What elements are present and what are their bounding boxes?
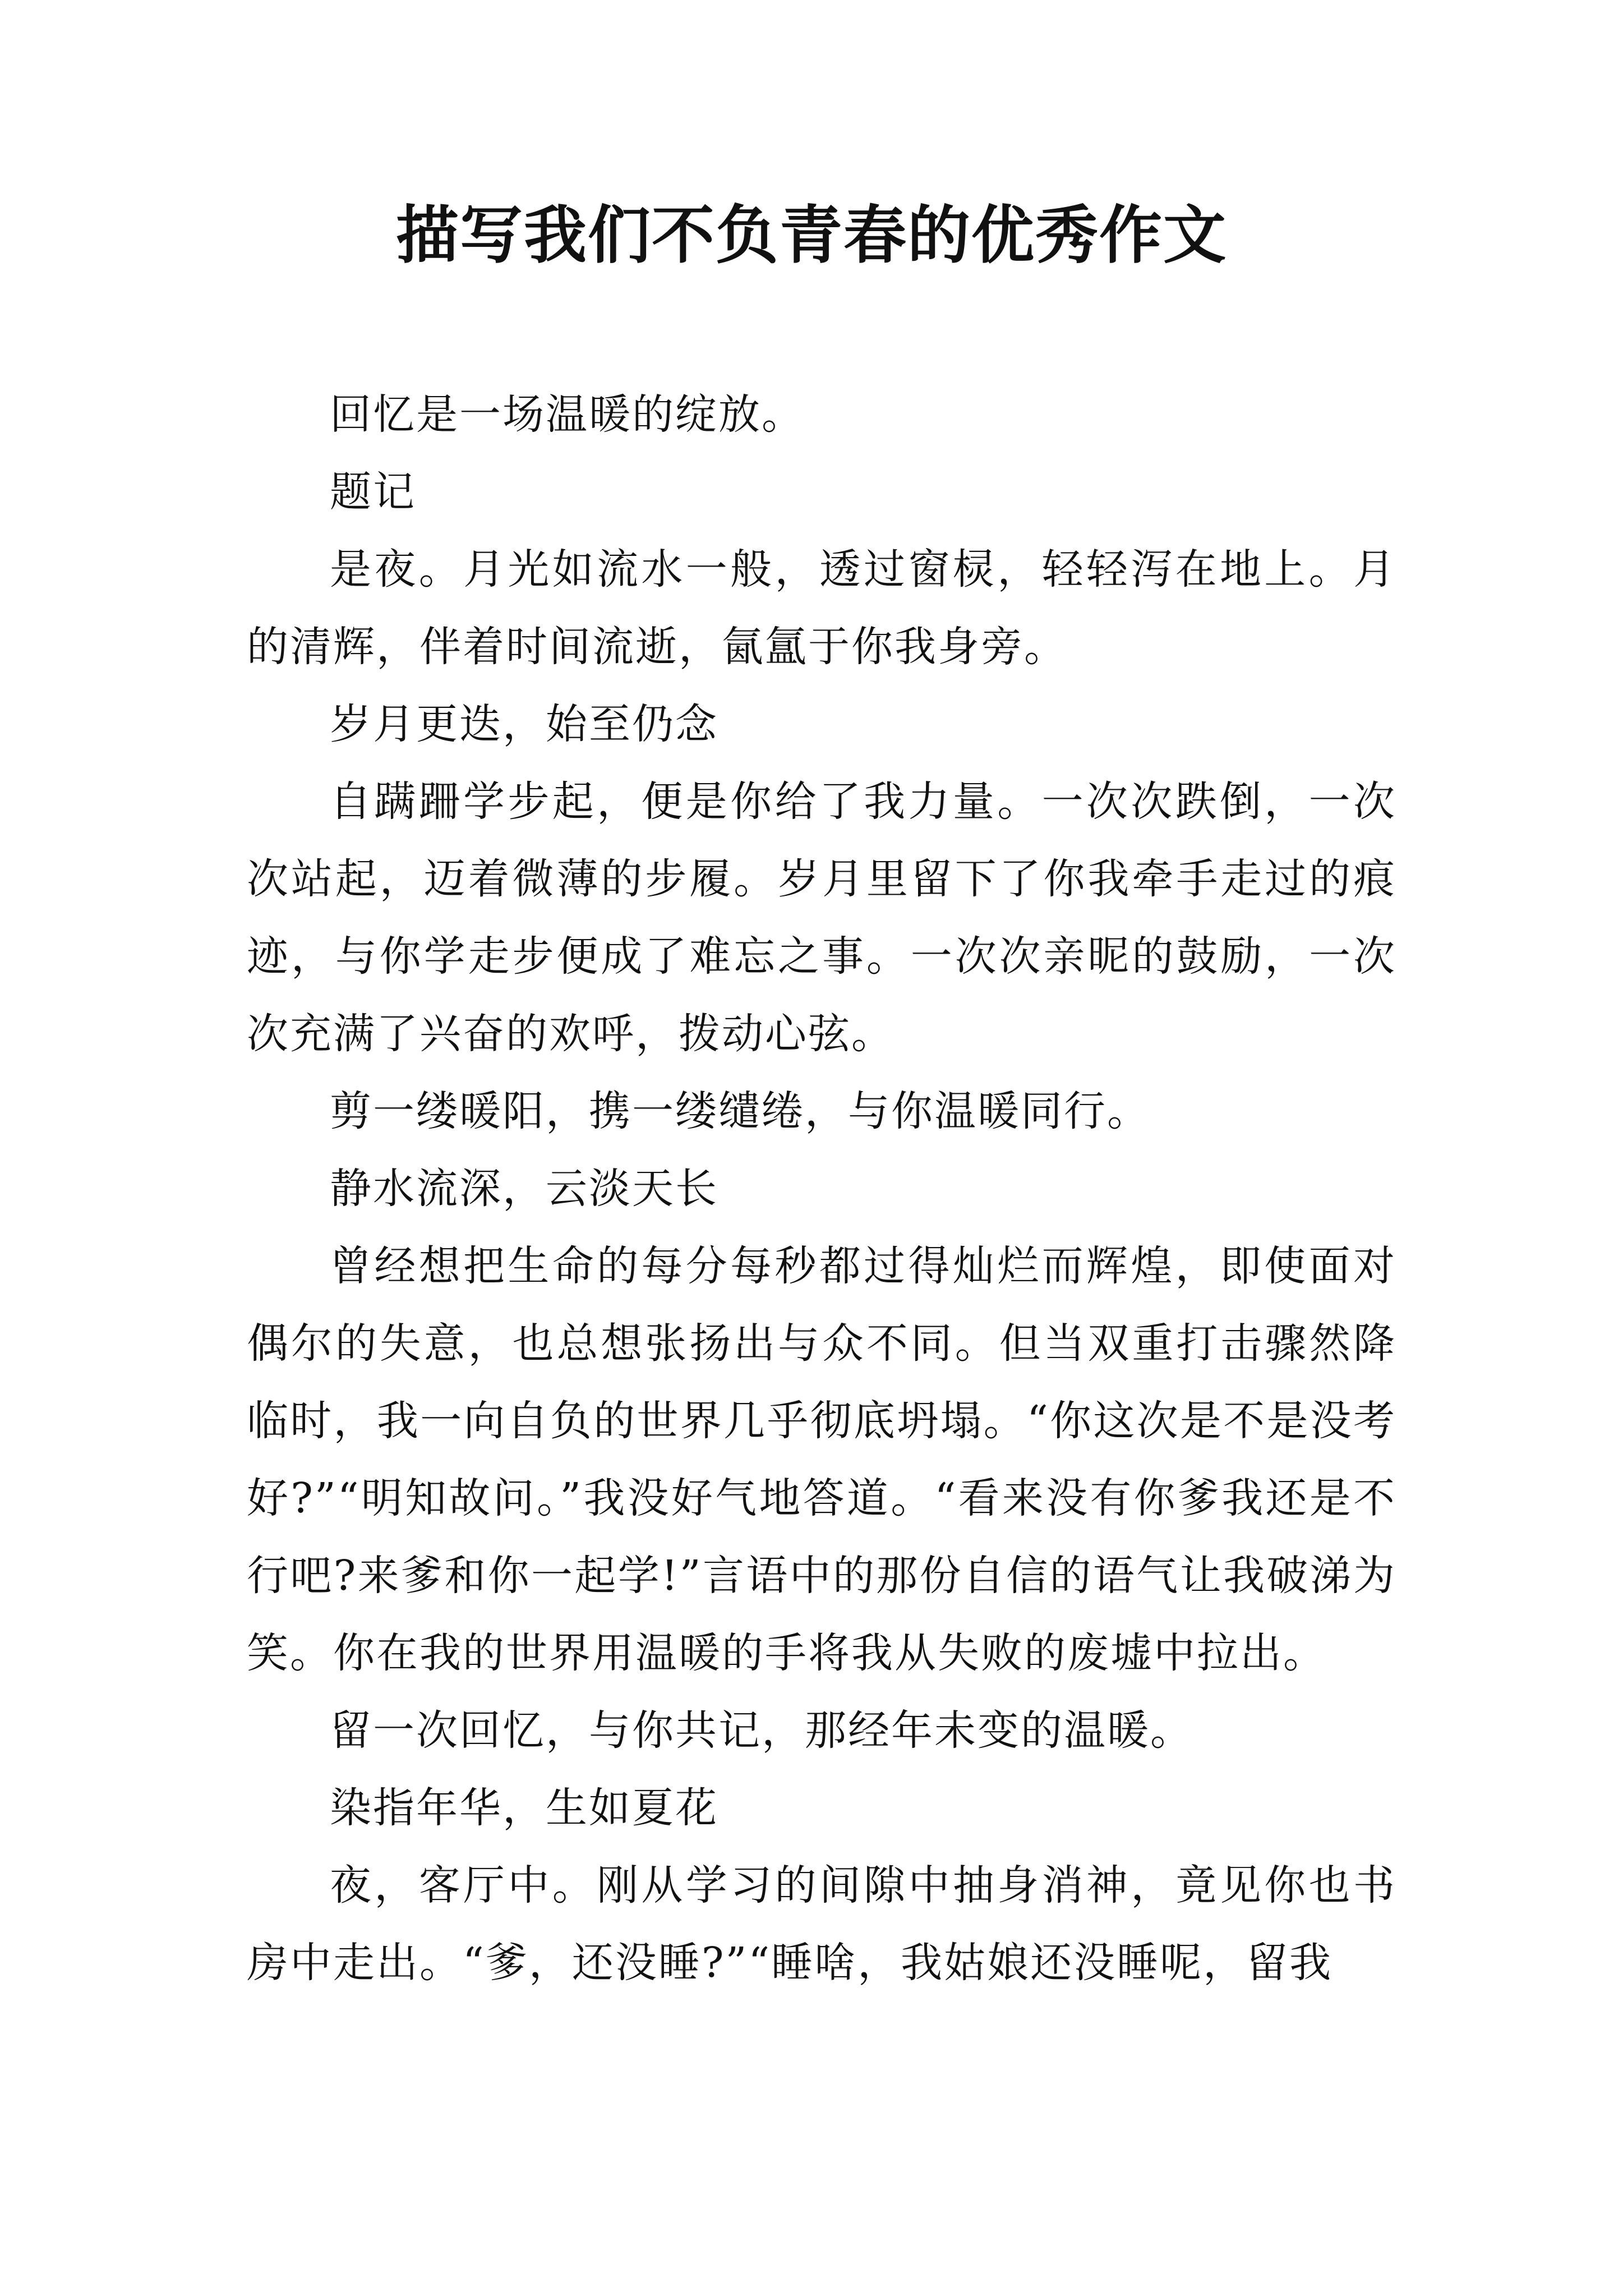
paragraph: 染指年华，生如夏花 xyxy=(330,1784,718,1832)
paragraph: 岁月更迭，始至仍念 xyxy=(330,700,718,748)
paragraph: 是夜。月光如流水一般，透过窗棂，轻轻泻在地上。月的清辉，伴着时间流逝，氤氲于你我身旁。 xyxy=(247,545,1396,671)
document-title: 描写我们不负青春的优秀作文 xyxy=(396,199,1227,272)
paragraph: 曾经想把生命的每分每秒都过得灿烂而辉煌，即使面对偶尔的失意，也总想张扬出与众不同。但当双重打击骤然降临时，我一向自负的世界几乎彻底坍塌。“你这次是不是没考好?”“明知故问。”我没好气地答道。“看来没有你爹我还是不行吧?来爹和你一起学!”言语中的那份自信的语气让我破涕为笑。你在我的世界用温暖的手将我从失败的废墟中拉出。 xyxy=(247,1242,1396,1677)
paragraph: 剪一缕暖阳，携一缕缱绻，与你温暖同行。 xyxy=(330,1087,1150,1135)
document-body xyxy=(247,376,1396,2001)
paragraph: 夜，客厅中。刚从学习的间隙中抽身消神，竟见你也书房中走出。“爹，还没睡?”“睡啥，我姑娘还没睡呢，留我 xyxy=(247,1861,1396,1987)
paragraph: 题记 xyxy=(330,468,416,516)
paragraph: 自蹒跚学步起，便是你给了我力量。一次次跌倒，一次次站起，迈着微薄的步履。岁月里留下了你我牵手走过的痕迹，与你学走步便成了难忘之事。一次次亲昵的鼓励，一次次充满了兴奋的欢呼，拨动心弦。 xyxy=(247,777,1396,1058)
paragraph: 回忆是一场温暖的绽放。 xyxy=(330,390,805,439)
paragraph: 静水流深，云淡天长 xyxy=(330,1165,718,1213)
paragraph: 留一次回忆，与你共记，那经年未变的温暖。 xyxy=(330,1706,1193,1755)
